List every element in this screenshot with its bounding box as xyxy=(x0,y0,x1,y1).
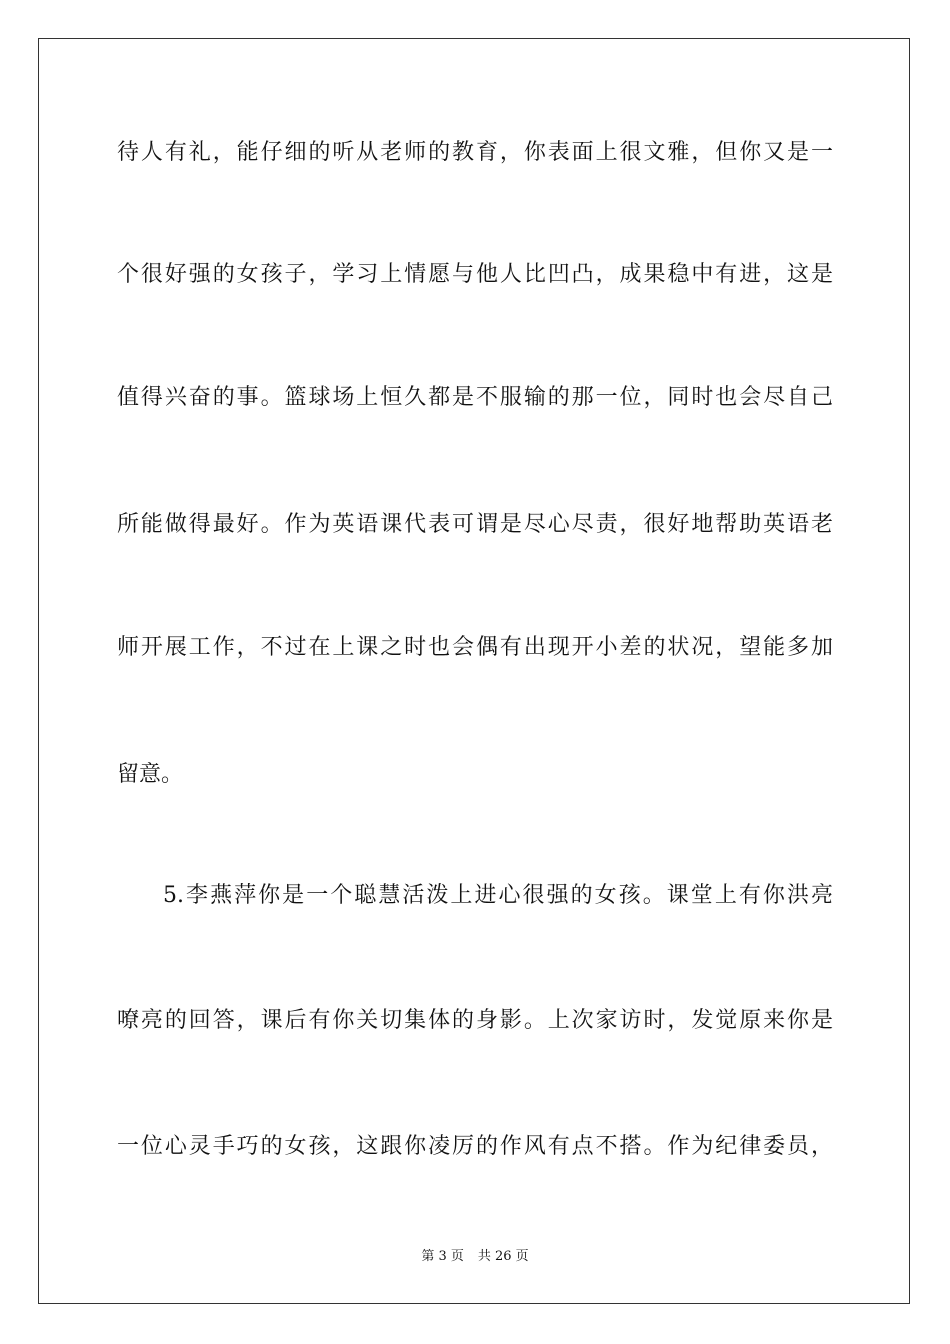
page-border xyxy=(38,38,910,1304)
page-total: 共 26 页 xyxy=(477,1249,529,1264)
paragraph-line: 个很好强的女孩子，学习上情愿与他人比凹凸，成果稳中有进，这是 xyxy=(117,262,833,287)
paragraph-line: 嘹亮的回答，课后有你关切集体的身影。上次家访时，发觉原来你是 xyxy=(117,1008,833,1033)
page-number: 第 3 页 xyxy=(421,1249,464,1264)
paragraph-line: 一位心灵手巧的女孩，这跟你凌厉的作风有点不搭。作为纪律委员， xyxy=(117,1134,833,1159)
page-footer xyxy=(0,1245,950,1264)
paragraph-line: 值得兴奋的事。篮球场上恒久都是不服输的那一位，同时也会尽自己 xyxy=(117,385,833,410)
paragraph-line: 师开展工作，不过在上课之时也会偶有出现开小差的状况，望能多加 xyxy=(117,635,833,660)
paragraph-line: 5.李燕萍你是一个聪慧活泼上进心很强的女孩。课堂上有你洪亮 xyxy=(163,883,833,908)
paragraph-line: 待人有礼，能仔细的听从老师的教育，你表面上很文雅，但你又是一 xyxy=(117,140,833,165)
paragraph-line: 所能做得最好。作为英语课代表可谓是尽心尽责，很好地帮助英语老 xyxy=(117,512,833,537)
paragraph-line: 留意。 xyxy=(117,762,184,787)
